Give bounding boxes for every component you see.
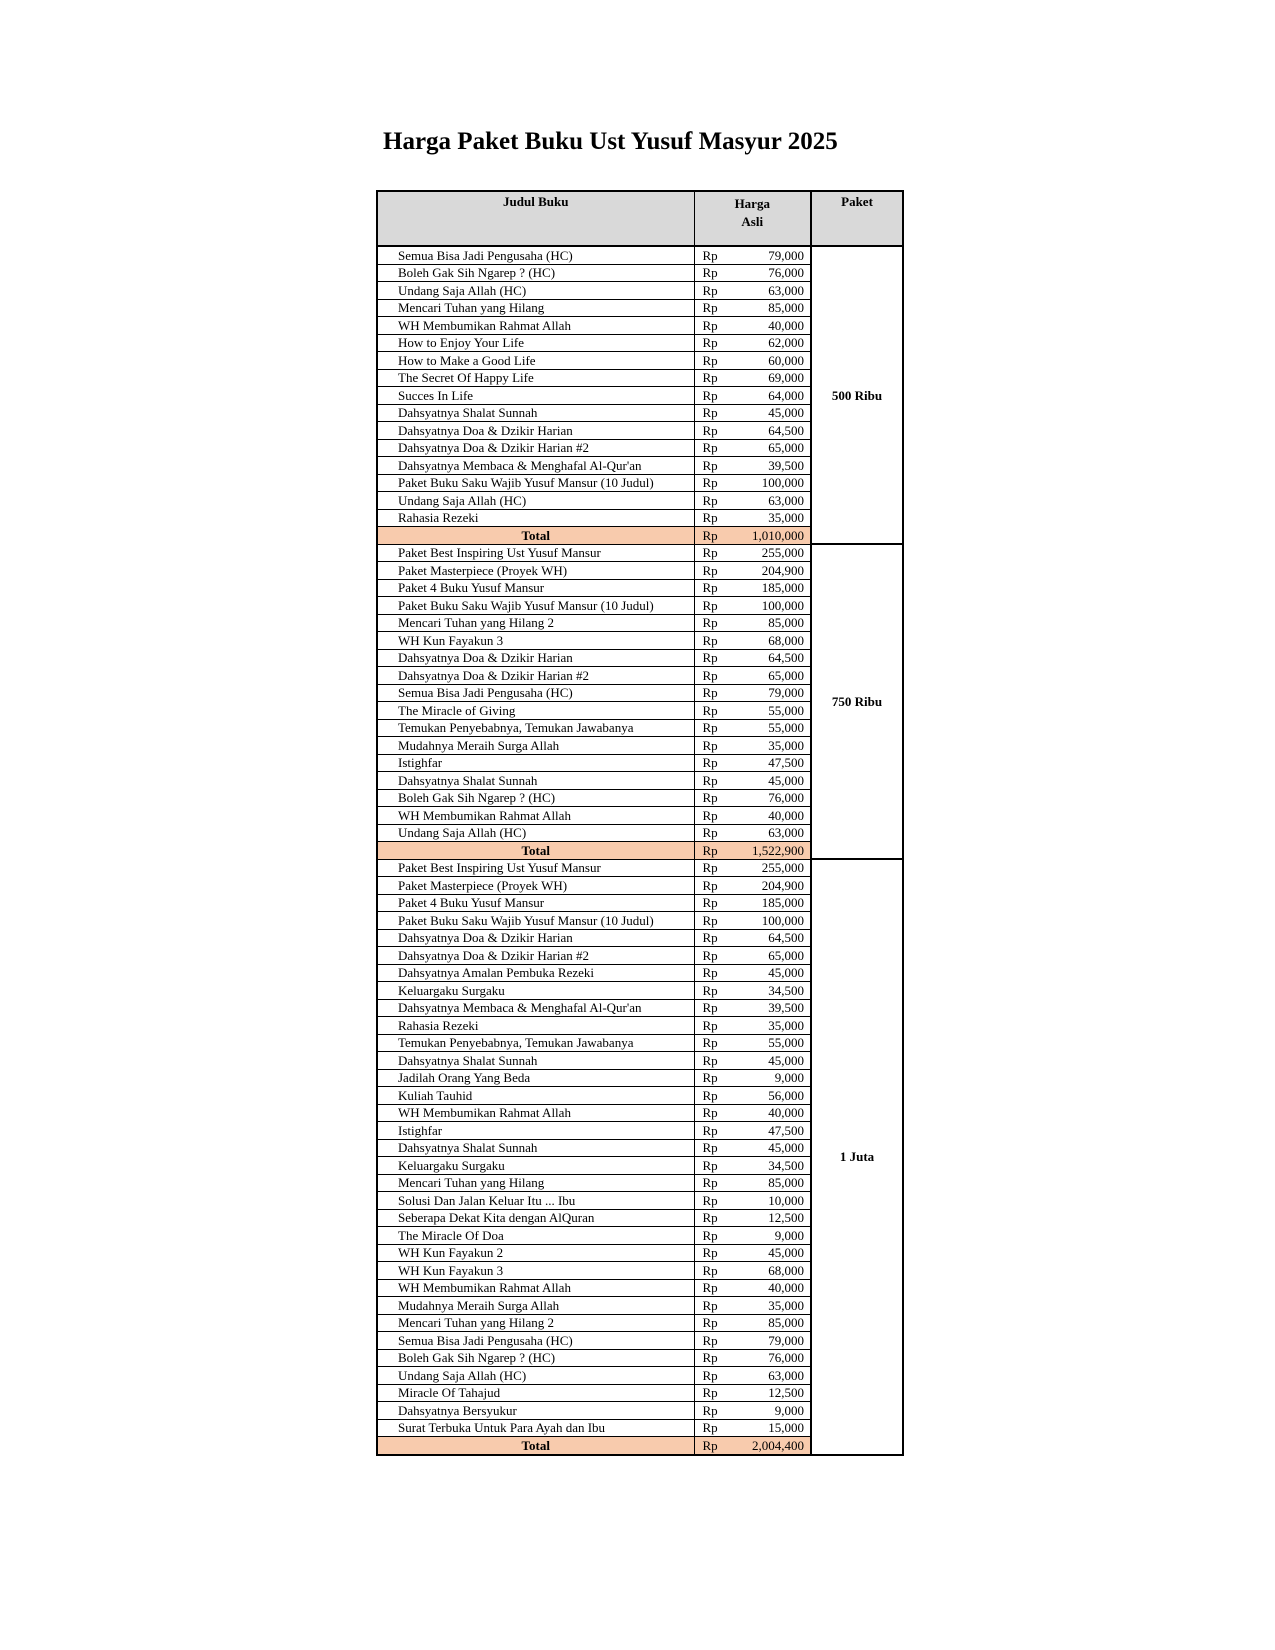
book-price: 76,000 — [729, 789, 811, 807]
book-title: Mudahnya Meraih Surga Allah — [377, 737, 694, 755]
book-price: 55,000 — [729, 719, 811, 737]
page-title: Harga Paket Buku Ust Yusuf Masyur 2025 — [383, 128, 838, 155]
book-title: Dahsyatnya Shalat Sunnah — [377, 404, 694, 422]
book-title: Dahsyatnya Shalat Sunnah — [377, 1139, 694, 1157]
header-harga-line2: Asli — [741, 214, 764, 230]
book-title: Paket Buku Saku Wajib Yusuf Mansur (10 Judul) — [377, 474, 694, 492]
total-label: Total — [377, 527, 694, 545]
currency-label: Rp — [694, 789, 729, 807]
currency-label: Rp — [694, 1384, 729, 1402]
book-price: 45,000 — [729, 772, 811, 790]
header-harga-line1: Harga — [734, 196, 770, 211]
book-price: 62,000 — [729, 334, 811, 352]
currency-label: Rp — [694, 299, 729, 317]
total-label: Total — [377, 842, 694, 860]
book-price: 40,000 — [729, 317, 811, 335]
book-price: 45,000 — [729, 404, 811, 422]
book-title: Dahsyatnya Shalat Sunnah — [377, 1052, 694, 1070]
book-title: Istighfar — [377, 1122, 694, 1140]
book-title: Paket Best Inspiring Ust Yusuf Mansur — [377, 544, 694, 562]
book-price: 9,000 — [729, 1227, 811, 1245]
book-price: 40,000 — [729, 1104, 811, 1122]
currency-label: Rp — [694, 1279, 729, 1297]
book-title: Miracle Of Tahajud — [377, 1384, 694, 1402]
currency-label: Rp — [694, 1437, 729, 1455]
book-price: 63,000 — [729, 492, 811, 510]
currency-label: Rp — [694, 317, 729, 335]
currency-label: Rp — [694, 1034, 729, 1052]
book-price: 45,000 — [729, 1052, 811, 1070]
book-title: Surat Terbuka Untuk Para Ayah dan Ibu — [377, 1419, 694, 1437]
currency-label: Rp — [694, 439, 729, 457]
book-row — [377, 246, 903, 264]
book-price: 65,000 — [729, 667, 811, 685]
currency-label: Rp — [694, 877, 729, 895]
currency-label: Rp — [694, 1087, 729, 1105]
book-price: 85,000 — [729, 614, 811, 632]
currency-label: Rp — [694, 1227, 729, 1245]
book-price: 12,500 — [729, 1384, 811, 1402]
currency-label: Rp — [694, 614, 729, 632]
book-title: Solusi Dan Jalan Keluar Itu ... Ibu — [377, 1192, 694, 1210]
header-paket: Paket — [811, 191, 903, 246]
book-price: 35,000 — [729, 1017, 811, 1035]
total-amount: 1,010,000 — [729, 527, 811, 545]
book-title: Paket 4 Buku Yusuf Mansur — [377, 579, 694, 597]
currency-label: Rp — [694, 544, 729, 562]
book-title: Temukan Penyebabnya, Temukan Jawabanya — [377, 719, 694, 737]
currency-label: Rp — [694, 1157, 729, 1175]
book-price: 63,000 — [729, 282, 811, 300]
currency-label: Rp — [694, 1367, 729, 1385]
book-title: Undang Saja Allah (HC) — [377, 824, 694, 842]
currency-label: Rp — [694, 562, 729, 580]
book-title: Dahsyatnya Doa & Dzikir Harian #2 — [377, 439, 694, 457]
currency-label: Rp — [694, 684, 729, 702]
book-title: Paket Best Inspiring Ust Yusuf Mansur — [377, 859, 694, 877]
currency-label: Rp — [694, 1314, 729, 1332]
currency-label: Rp — [694, 842, 729, 860]
book-price: 68,000 — [729, 632, 811, 650]
currency-label: Rp — [694, 1297, 729, 1315]
price-table — [376, 190, 904, 1456]
total-amount: 2,004,400 — [729, 1437, 811, 1455]
book-price: 69,000 — [729, 369, 811, 387]
book-title: Mencari Tuhan yang Hilang — [377, 1174, 694, 1192]
book-title: Kuliah Tauhid — [377, 1087, 694, 1105]
currency-label: Rp — [694, 894, 729, 912]
currency-label: Rp — [694, 1174, 729, 1192]
book-title: Boleh Gak Sih Ngarep ? (HC) — [377, 1349, 694, 1367]
book-title: WH Kun Fayakun 3 — [377, 632, 694, 650]
book-price: 85,000 — [729, 1174, 811, 1192]
book-row — [377, 859, 903, 877]
currency-label: Rp — [694, 334, 729, 352]
currency-label: Rp — [694, 1017, 729, 1035]
book-price: 64,500 — [729, 649, 811, 667]
book-title: Paket Masterpiece (Proyek WH) — [377, 877, 694, 895]
book-title: Boleh Gak Sih Ngarep ? (HC) — [377, 264, 694, 282]
book-price: 15,000 — [729, 1419, 811, 1437]
book-price: 10,000 — [729, 1192, 811, 1210]
currency-label: Rp — [694, 982, 729, 1000]
book-title: Jadilah Orang Yang Beda — [377, 1069, 694, 1087]
currency-label: Rp — [694, 1332, 729, 1350]
book-title: Semua Bisa Jadi Pengusaha (HC) — [377, 1332, 694, 1350]
book-price: 45,000 — [729, 964, 811, 982]
book-price: 55,000 — [729, 1034, 811, 1052]
book-title: Rahasia Rezeki — [377, 509, 694, 527]
currency-label: Rp — [694, 457, 729, 475]
currency-label: Rp — [694, 352, 729, 370]
total-label: Total — [377, 1437, 694, 1455]
currency-label: Rp — [694, 632, 729, 650]
currency-label: Rp — [694, 264, 729, 282]
currency-label: Rp — [694, 369, 729, 387]
book-title: Dahsyatnya Doa & Dzikir Harian — [377, 929, 694, 947]
book-title: Dahsyatnya Membaca & Menghafal Al-Qur'an — [377, 457, 694, 475]
book-title: Mencari Tuhan yang Hilang 2 — [377, 1314, 694, 1332]
book-title: Paket Masterpiece (Proyek WH) — [377, 562, 694, 580]
currency-label: Rp — [694, 282, 729, 300]
book-title: Dahsyatnya Shalat Sunnah — [377, 772, 694, 790]
book-price: 100,000 — [729, 597, 811, 615]
book-title: Semua Bisa Jadi Pengusaha (HC) — [377, 684, 694, 702]
book-price: 39,500 — [729, 457, 811, 475]
book-price: 185,000 — [729, 894, 811, 912]
book-title: Istighfar — [377, 754, 694, 772]
currency-label: Rp — [694, 597, 729, 615]
package-label: 750 Ribu — [811, 544, 903, 859]
currency-label: Rp — [694, 702, 729, 720]
book-price: 55,000 — [729, 702, 811, 720]
book-price: 204,900 — [729, 562, 811, 580]
book-title: Keluargaku Surgaku — [377, 982, 694, 1000]
currency-label: Rp — [694, 737, 729, 755]
book-price: 68,000 — [729, 1262, 811, 1280]
currency-label: Rp — [694, 912, 729, 930]
currency-label: Rp — [694, 667, 729, 685]
book-price: 47,500 — [729, 1122, 811, 1140]
book-title: Mencari Tuhan yang Hilang — [377, 299, 694, 317]
book-title: WH Kun Fayakun 3 — [377, 1262, 694, 1280]
book-price: 47,500 — [729, 754, 811, 772]
book-price: 12,500 — [729, 1209, 811, 1227]
book-price: 185,000 — [729, 579, 811, 597]
book-title: Seberapa Dekat Kita dengan AlQuran — [377, 1209, 694, 1227]
package-label: 1 Juta — [811, 859, 903, 1455]
currency-label: Rp — [694, 1419, 729, 1437]
book-title: WH Membumikan Rahmat Allah — [377, 1279, 694, 1297]
book-price: 45,000 — [729, 1139, 811, 1157]
book-title: WH Membumikan Rahmat Allah — [377, 1104, 694, 1122]
book-price: 40,000 — [729, 1279, 811, 1297]
book-title: Dahsyatnya Doa & Dzikir Harian — [377, 422, 694, 440]
currency-label: Rp — [694, 999, 729, 1017]
book-title: The Miracle of Giving — [377, 702, 694, 720]
currency-label: Rp — [694, 859, 729, 877]
book-price: 64,500 — [729, 422, 811, 440]
book-price: 35,000 — [729, 509, 811, 527]
book-price: 76,000 — [729, 1349, 811, 1367]
currency-label: Rp — [694, 929, 729, 947]
currency-label: Rp — [694, 649, 729, 667]
book-title: Dahsyatnya Doa & Dzikir Harian — [377, 649, 694, 667]
currency-label: Rp — [694, 719, 729, 737]
book-price: 56,000 — [729, 1087, 811, 1105]
table-body — [377, 246, 903, 1455]
book-price: 79,000 — [729, 1332, 811, 1350]
book-price: 79,000 — [729, 246, 811, 264]
book-price: 39,500 — [729, 999, 811, 1017]
currency-label: Rp — [694, 1262, 729, 1280]
currency-label: Rp — [694, 246, 729, 264]
book-price: 35,000 — [729, 1297, 811, 1315]
book-title: The Miracle Of Doa — [377, 1227, 694, 1245]
book-price: 85,000 — [729, 1314, 811, 1332]
currency-label: Rp — [694, 1104, 729, 1122]
book-title: Undang Saja Allah (HC) — [377, 1367, 694, 1385]
book-title: How to Make a Good Life — [377, 352, 694, 370]
currency-label: Rp — [694, 824, 729, 842]
currency-label: Rp — [694, 772, 729, 790]
total-amount: 1,522,900 — [729, 842, 811, 860]
package-label: 500 Ribu — [811, 246, 903, 544]
currency-label: Rp — [694, 509, 729, 527]
currency-label: Rp — [694, 1402, 729, 1420]
book-row — [377, 544, 903, 562]
header-harga-asli — [694, 191, 811, 246]
book-title: WH Membumikan Rahmat Allah — [377, 807, 694, 825]
book-title: Mudahnya Meraih Surga Allah — [377, 1297, 694, 1315]
book-price: 35,000 — [729, 737, 811, 755]
book-title: How to Enjoy Your Life — [377, 334, 694, 352]
currency-label: Rp — [694, 1122, 729, 1140]
book-price: 204,900 — [729, 877, 811, 895]
book-price: 65,000 — [729, 947, 811, 965]
currency-label: Rp — [694, 1069, 729, 1087]
header-row — [377, 191, 903, 246]
book-price: 34,500 — [729, 1157, 811, 1175]
book-title: Paket Buku Saku Wajib Yusuf Mansur (10 Judul) — [377, 597, 694, 615]
book-title: The Secret Of Happy Life — [377, 369, 694, 387]
currency-label: Rp — [694, 964, 729, 982]
book-title: Dahsyatnya Doa & Dzikir Harian #2 — [377, 667, 694, 685]
book-price: 65,000 — [729, 439, 811, 457]
currency-label: Rp — [694, 474, 729, 492]
currency-label: Rp — [694, 1209, 729, 1227]
book-price: 63,000 — [729, 1367, 811, 1385]
book-title: WH Membumikan Rahmat Allah — [377, 317, 694, 335]
book-price: 9,000 — [729, 1402, 811, 1420]
currency-label: Rp — [694, 1192, 729, 1210]
book-price: 79,000 — [729, 684, 811, 702]
book-title: Dahsyatnya Membaca & Menghafal Al-Qur'an — [377, 999, 694, 1017]
book-title: WH Kun Fayakun 2 — [377, 1244, 694, 1262]
book-price: 63,000 — [729, 824, 811, 842]
book-price: 255,000 — [729, 544, 811, 562]
book-title: Succes In Life — [377, 387, 694, 405]
book-price: 40,000 — [729, 807, 811, 825]
book-title: Undang Saja Allah (HC) — [377, 492, 694, 510]
book-price: 45,000 — [729, 1244, 811, 1262]
book-title: Paket Buku Saku Wajib Yusuf Mansur (10 Judul) — [377, 912, 694, 930]
book-price: 100,000 — [729, 474, 811, 492]
book-price: 64,500 — [729, 929, 811, 947]
currency-label: Rp — [694, 527, 729, 545]
currency-label: Rp — [694, 579, 729, 597]
book-title: Paket 4 Buku Yusuf Mansur — [377, 894, 694, 912]
book-title: Undang Saja Allah (HC) — [377, 282, 694, 300]
currency-label: Rp — [694, 1244, 729, 1262]
currency-label: Rp — [694, 404, 729, 422]
book-price: 76,000 — [729, 264, 811, 282]
book-title: Keluargaku Surgaku — [377, 1157, 694, 1175]
book-price: 100,000 — [729, 912, 811, 930]
book-title: Boleh Gak Sih Ngarep ? (HC) — [377, 789, 694, 807]
currency-label: Rp — [694, 947, 729, 965]
book-title: Dahsyatnya Doa & Dzikir Harian #2 — [377, 947, 694, 965]
book-price: 60,000 — [729, 352, 811, 370]
currency-label: Rp — [694, 1139, 729, 1157]
currency-label: Rp — [694, 754, 729, 772]
header-judul-buku: Judul Buku — [377, 191, 694, 246]
book-price: 64,000 — [729, 387, 811, 405]
currency-label: Rp — [694, 387, 729, 405]
book-price: 85,000 — [729, 299, 811, 317]
book-title: Dahsyatnya Amalan Pembuka Rezeki — [377, 964, 694, 982]
book-title: Semua Bisa Jadi Pengusaha (HC) — [377, 246, 694, 264]
currency-label: Rp — [694, 422, 729, 440]
book-title: Mencari Tuhan yang Hilang 2 — [377, 614, 694, 632]
book-price: 9,000 — [729, 1069, 811, 1087]
currency-label: Rp — [694, 492, 729, 510]
book-price: 255,000 — [729, 859, 811, 877]
currency-label: Rp — [694, 807, 729, 825]
book-title: Rahasia Rezeki — [377, 1017, 694, 1035]
book-title: Temukan Penyebabnya, Temukan Jawabanya — [377, 1034, 694, 1052]
currency-label: Rp — [694, 1349, 729, 1367]
book-title: Dahsyatnya Bersyukur — [377, 1402, 694, 1420]
book-price: 34,500 — [729, 982, 811, 1000]
currency-label: Rp — [694, 1052, 729, 1070]
